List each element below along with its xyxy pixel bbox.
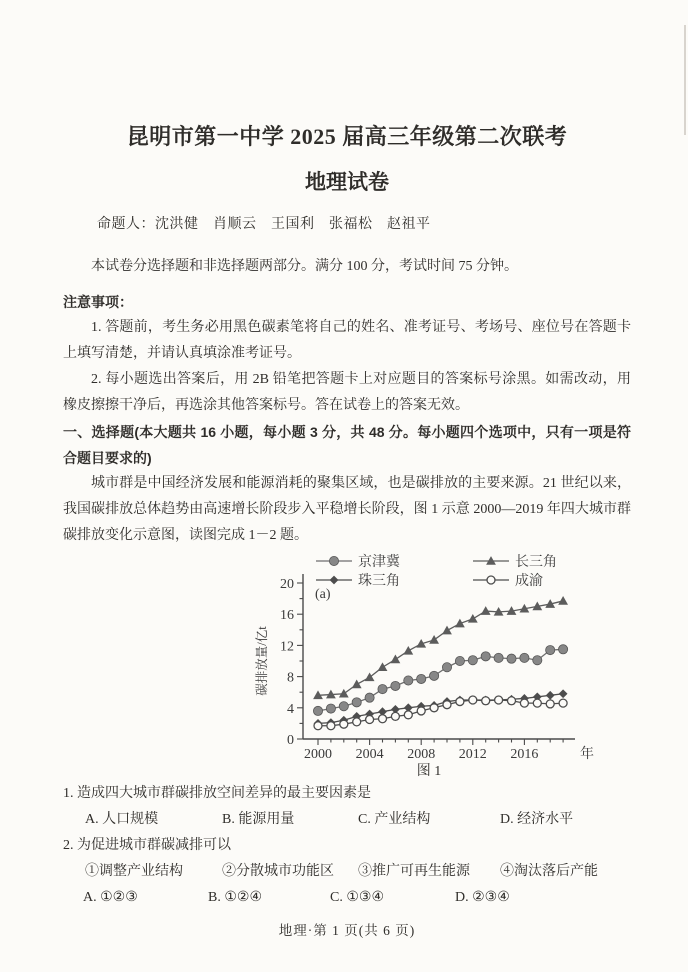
carbon-emissions-chart — [253, 551, 605, 763]
svg-text:长三角: 长三角 — [515, 555, 557, 570]
exam-intro: 本试卷分选择题和非选择题两部分。满分 100 分，考试时间 75 分钟。 — [91, 259, 518, 274]
question-1-options — [63, 807, 631, 833]
question-2 — [63, 833, 631, 911]
option-d: D. 经济水平 — [500, 812, 574, 827]
svg-text:2000: 2000 — [304, 747, 332, 762]
option-c: C. ①③④ — [330, 890, 384, 905]
svg-text:2012: 2012 — [458, 747, 487, 762]
svg-text:12: 12 — [280, 639, 294, 655]
notice-item-2: 2. 每小题选出答案后，用 2B 铅笔把答题卡上对应题目的答案标号涂黑。如需改动，用橡皮擦擦干净后，再选涂其他答案标号。答在试卷上的答案无效。 — [63, 372, 631, 413]
svg-text:年: 年 — [580, 747, 594, 762]
subitem-3: ③推广可再生能源 — [358, 864, 470, 879]
notice-item-1: 1. 答题前，考生务必用黑色碳素笔将自己的姓名、准考证号、考场号、座位号在答题卡上填写清楚，并请认真填涂准考证号。 — [63, 320, 631, 361]
section-header: 一、选择题(本大题共 16 小题，每小题 3 分，共 48 分。每小题四个选项中，只有一项是符合题目要求的) — [63, 424, 631, 466]
svg-text:成渝: 成渝 — [515, 574, 543, 589]
examiners-line: 命题人：沈洪健 肖顺云 王国利 张福松 赵祖平 — [97, 217, 431, 232]
figure-caption: 图 1 — [416, 764, 442, 779]
svg-text:碳排放量/亿t: 碳排放量/亿t — [255, 626, 269, 696]
exam-subtitle: 地理试卷 — [305, 170, 389, 194]
svg-text:2016: 2016 — [510, 747, 539, 762]
exam-title: 昆明市第一中学 2025 届高三年级第二次联考 — [126, 124, 568, 149]
svg-text:(a): (a) — [315, 587, 331, 602]
svg-text:京津冀: 京津冀 — [358, 555, 400, 570]
svg-text:8: 8 — [287, 670, 294, 686]
option-b: B. ①②④ — [208, 890, 262, 905]
chart-figure — [253, 551, 605, 781]
svg-text:16: 16 — [280, 608, 294, 624]
question-text: 为促进城市群碳减排可以 — [77, 838, 231, 853]
svg-text:珠三角: 珠三角 — [358, 574, 400, 589]
question-number: 2. — [63, 838, 74, 853]
svg-text:2008: 2008 — [407, 747, 436, 762]
question-2-subitems — [63, 859, 631, 885]
option-c: C. 产业结构 — [358, 812, 431, 827]
question-2-stem — [63, 833, 631, 859]
question-1-stem — [63, 781, 631, 807]
svg-text:4: 4 — [287, 701, 294, 717]
scan-artifact — [684, 25, 686, 135]
option-a: A. 人口规模 — [85, 812, 159, 827]
page-footer: 地理·第 1 页(共 6 页) — [278, 923, 416, 938]
svg-text:2004: 2004 — [355, 747, 384, 762]
svg-text:0: 0 — [287, 733, 294, 748]
question-2-options — [63, 885, 631, 911]
subitem-4: ④淘汰落后产能 — [500, 864, 598, 879]
svg-text:20: 20 — [280, 577, 294, 592]
option-d: D. ②③④ — [455, 890, 510, 905]
question-text: 造成四大城市群碳排放空间差异的最主要因素是 — [77, 786, 371, 801]
option-a: A. ①②③ — [83, 890, 138, 905]
notice-heading: 注意事项： — [63, 294, 133, 310]
passage: 城市群是中国经济发展和能源消耗的聚集区域，也是碳排放的主要来源。21 世纪以来，我国碳排放总体趋势由高速增长阶段步入平稳增长阶段，图 1 示意 2000—2019 年四大城市群碳排放变化示意图，读图完成 1－2 题。 — [63, 476, 631, 543]
option-b: B. 能源用量 — [222, 812, 295, 827]
question-number: 1. — [63, 786, 74, 801]
subitem-2: ②分散城市功能区 — [222, 864, 334, 879]
subitem-1: ①调整产业结构 — [85, 864, 183, 879]
question-1 — [63, 781, 631, 833]
